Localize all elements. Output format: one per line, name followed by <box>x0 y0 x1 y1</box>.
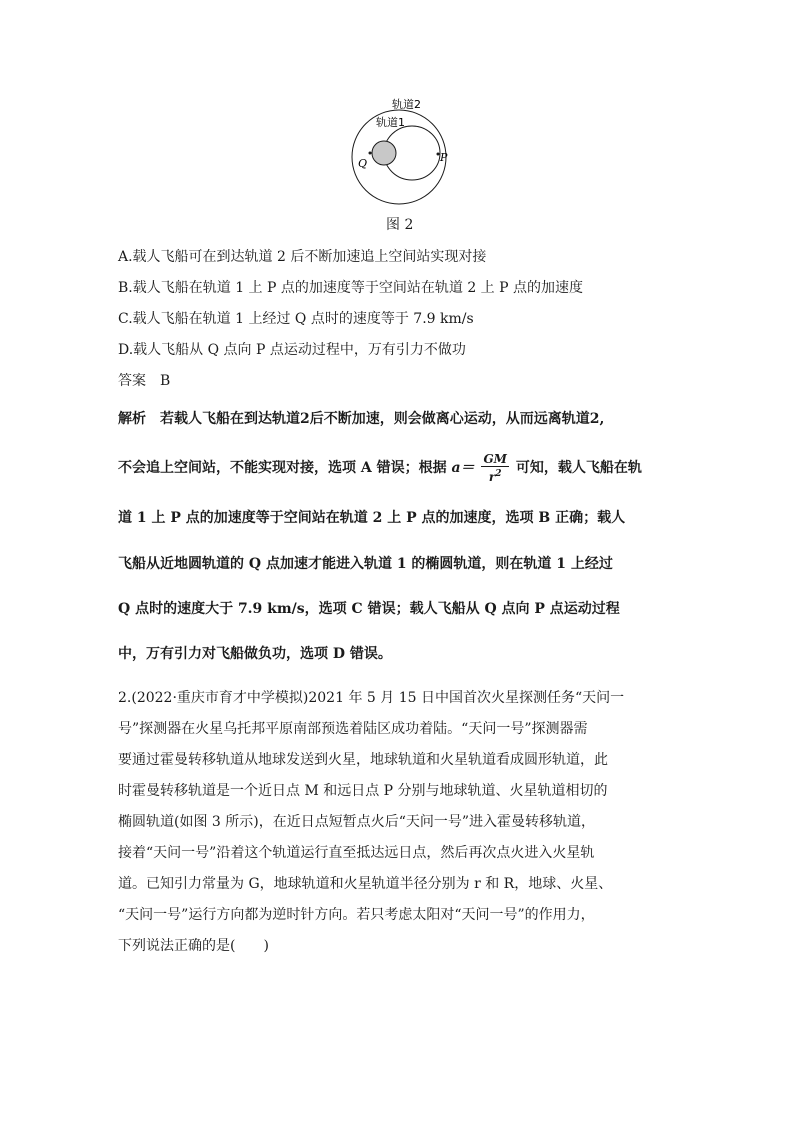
orbit-diagram <box>340 96 460 211</box>
point-Q-dot <box>369 152 372 155</box>
question2-line-2: 号”探测器在火星乌托邦平原南部预选着陆区成功着陆。“天问一号”探测器需 <box>118 721 588 737</box>
question2-line-9: 下列说法正确的是( ) <box>118 938 269 954</box>
label-orbit1: 轨道1 <box>376 116 405 129</box>
formula-lhs: a＝ <box>451 460 475 476</box>
option-a: A.载人飞船可在到达轨道 2 后不断加速追上空间站实现对接 <box>118 249 487 265</box>
formula-denominator-base: r <box>488 470 496 484</box>
option-c: C.载人飞船在轨道 1 上经过 Q 点时的速度等于 7.9 km/s <box>118 311 474 327</box>
analysis-line-3: 道 1 上 P 点的加速度等于空间站在轨道 2 上 P 点的加速度，选项 B 正确；载人 <box>118 510 626 526</box>
option-d: D.载人飞船从 Q 点向 P 点运动过程中，万有引力不做功 <box>118 342 466 358</box>
question2-line-4: 时霍曼转移轨道是一个近日点 M 和远日点 P 分别与地球轨道、火星轨道相切的 <box>118 783 608 799</box>
label-P: P <box>440 151 448 164</box>
earth-circle <box>372 141 396 165</box>
answer-line: 答案 B <box>118 373 171 389</box>
question2-line-8: “天问一号”运行方向都为逆时针方向。若只考虑太阳对“天问一号”的作用力， <box>118 907 595 923</box>
analysis-line-1: 解析 若载人飞船在到达轨道2后不断加速，则会做离心运动，从而远离轨道2, <box>118 411 605 427</box>
question2-line-5: 椭圆轨道(如图 3 所示)，在近日点短暂点火后“天问一号”进入霍曼转移轨道， <box>118 814 596 830</box>
question2-line-3: 要通过霍曼转移轨道从地球发送到火星，地球轨道和火星轨道看成圆形轨道，此 <box>118 752 608 768</box>
analysis-line-4: 飞船从近地圆轨道的 Q 点加速才能进入轨道 1 的椭圆轨道，则在轨道 1 上经过 <box>118 556 613 572</box>
option-b: B.载人飞船在轨道 1 上 P 点的加速度等于空间站在轨道 2 上 P 点的加速度 <box>118 280 583 296</box>
formula-denominator-exp: 2 <box>495 469 502 479</box>
label-orbit2: 轨道2 <box>392 98 421 111</box>
analysis-line-2 <box>118 452 678 484</box>
figure-caption: 图 2 <box>386 217 414 233</box>
analysis-line-2-a: 不会追上空间站，不能实现对接，选项 A 错误；根据 <box>118 460 447 476</box>
question2-line-1: 2.(2022·重庆市育才中学模拟)2021 年 5 月 15 日中国首次火星探测任务“天问一 <box>118 690 625 706</box>
formula-fraction <box>481 452 509 484</box>
analysis-line-5: Q 点时的速度大于 7.9 km/s，选项 C 错误；载人飞船从 Q 点向 P 点运动过程 <box>118 601 620 617</box>
formula-numerator: GM <box>483 452 507 466</box>
question2-line-6: 接着“天问一号”沿着这个轨道运行直至抵达远日点，然后再次点火进入火星轨 <box>118 845 595 861</box>
analysis-line-2-b: 可知，载人飞船在轨 <box>515 460 642 476</box>
analysis-line-6: 中，万有引力对飞船做负功，选项 D 错误。 <box>118 646 392 662</box>
question2-line-7: 道。已知引力常量为 G，地球轨道和火星轨道半径分别为 r 和 R，地球、火星、 <box>118 876 613 892</box>
formula-denominator <box>481 467 509 484</box>
label-Q: Q <box>358 157 368 170</box>
